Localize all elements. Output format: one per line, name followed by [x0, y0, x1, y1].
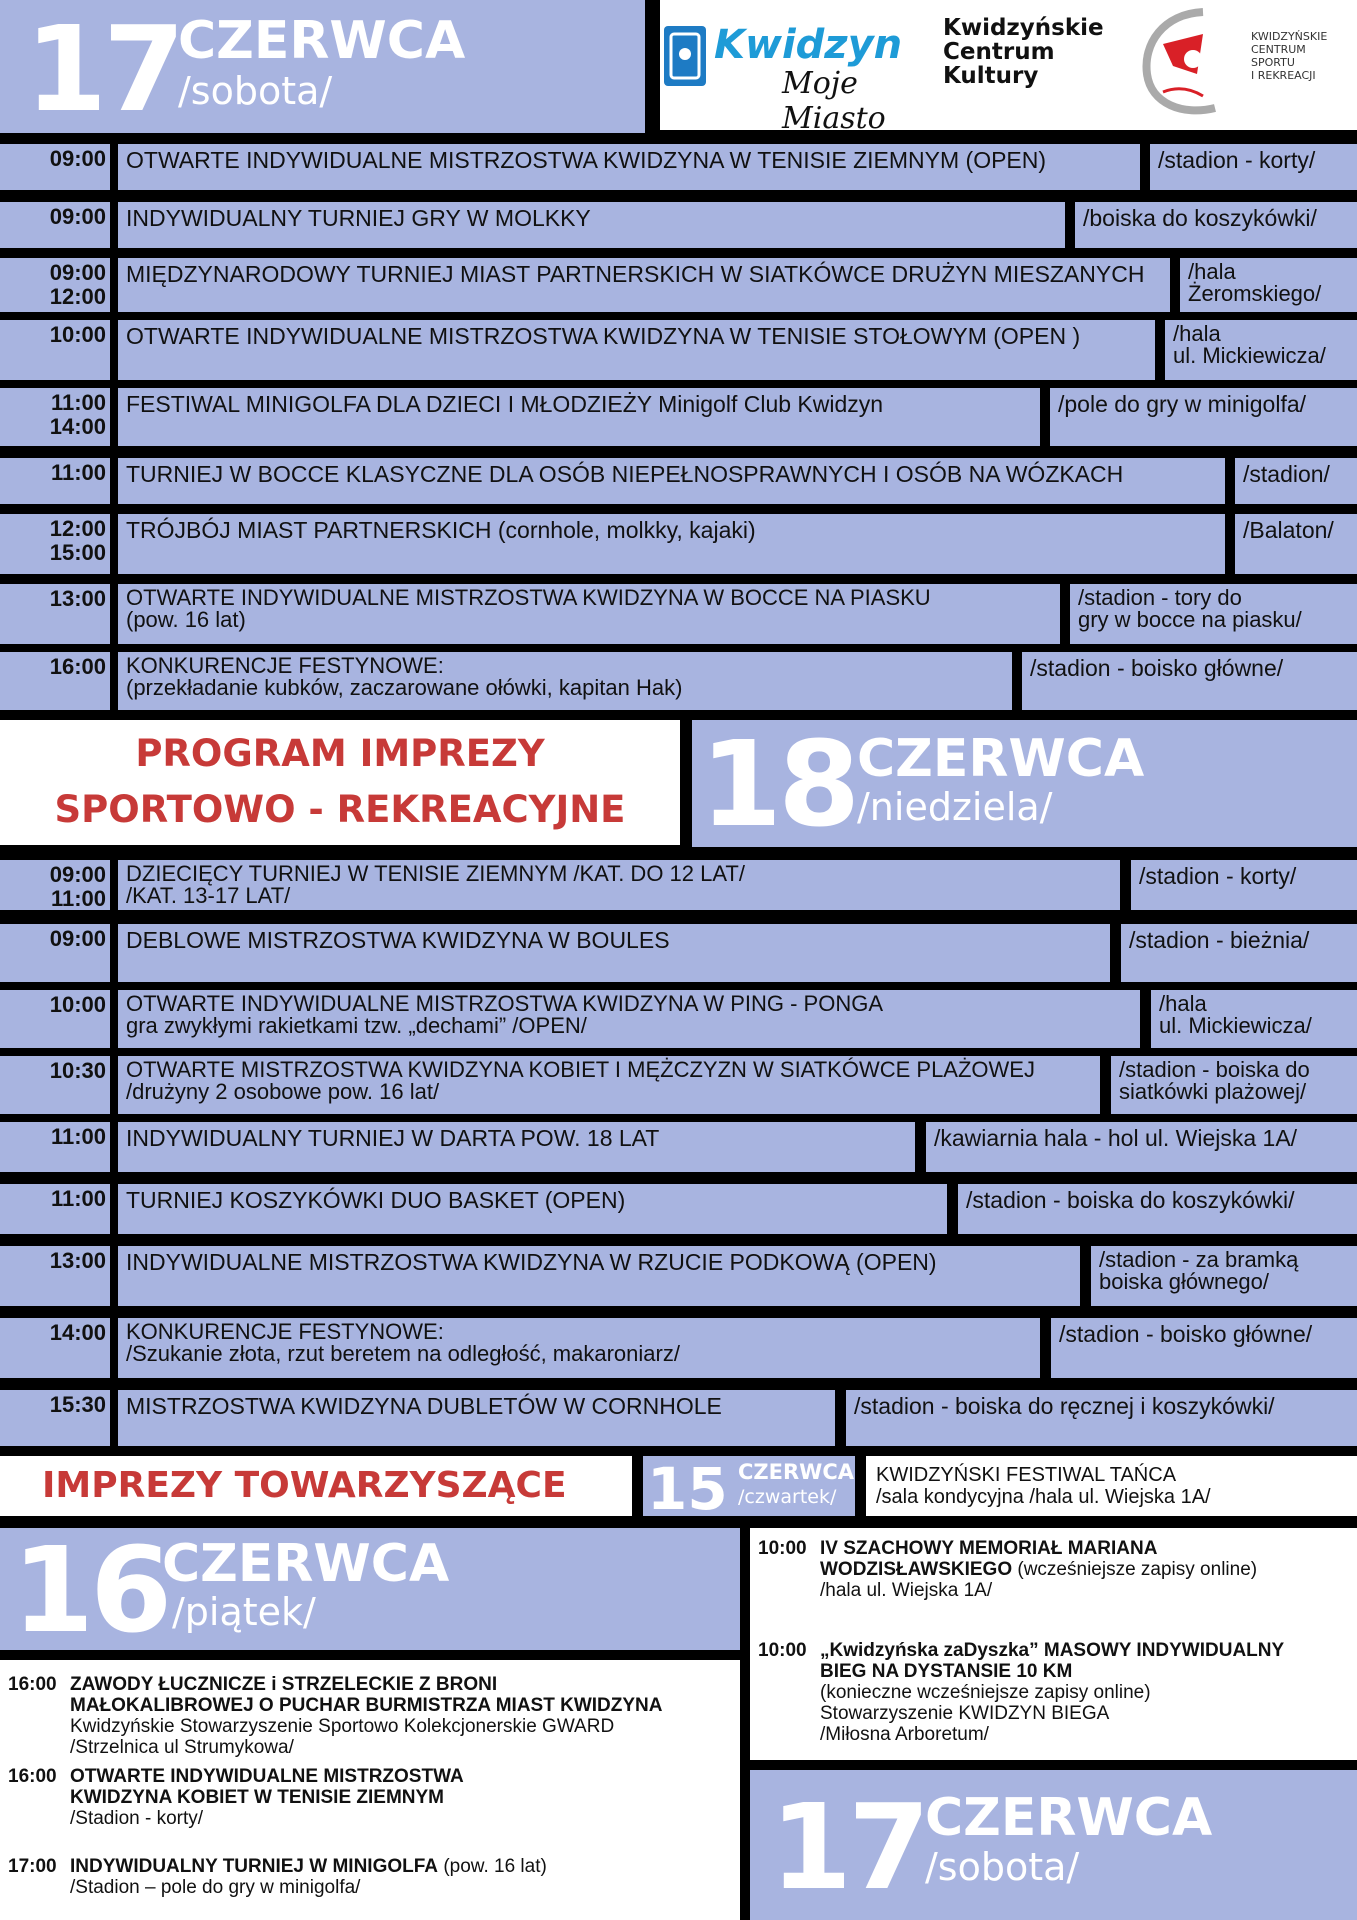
event-name-line: FESTIWAL MINIGOLFA DLA DZIECI I MŁODZIEŻY Minigolf Club Kwidzyn	[126, 391, 884, 417]
time-cell	[0, 1318, 110, 1378]
event-time-line: 11:00	[50, 886, 106, 911]
event-name-line: (przekładanie kubków, zaczarowane ołówki, kapitan Hak)	[126, 675, 683, 700]
event-location-line: /stadion - korty/	[1139, 863, 1297, 889]
saturday-side-events-panel	[750, 1528, 1357, 1760]
event-location-line: /stadion - korty/	[1158, 147, 1316, 173]
time-cell	[0, 202, 110, 248]
kck-line: Kultury	[943, 63, 1039, 89]
side-event-title: „Kwidzyńska zaDyszka” MASOWY INDYWIDUALNY	[820, 1640, 1285, 1661]
day-number: 18	[700, 715, 857, 853]
kwidzyn-crest-icon	[662, 24, 708, 88]
thu15-event-line: KWIDZYŃSKI FESTIWAL TAŃCA	[876, 1464, 1177, 1486]
event-name-line: INDYWIDUALNE MISTRZOSTWA KWIDZYNA W RZUCIE PODKOWĄ (OPEN)	[126, 1249, 937, 1275]
day-of-week: /czwartek/	[738, 1486, 837, 1508]
event-time-line: 09:00	[49, 204, 106, 229]
event-time-line: 09:00	[49, 260, 106, 285]
side-event-title: KWIDZYNA KOBIET W TENISIE ZIEMNYM	[70, 1787, 445, 1808]
kcsir-emblem-icon	[1133, 4, 1243, 122]
event-location-line: /hala	[1188, 259, 1236, 284]
event-location	[1180, 258, 1357, 312]
event-time-line: 10:00	[49, 322, 106, 347]
event-location-line: /Balaton/	[1243, 517, 1334, 543]
time-cell	[0, 1184, 110, 1234]
event-name-line: TURNIEJ KOSZYKÓWKI DUO BASKET (OPEN)	[126, 1187, 626, 1213]
day-of-week: /piątek/	[172, 1590, 316, 1634]
event-name	[118, 1318, 1040, 1378]
event-name	[118, 1390, 835, 1446]
header-day15	[643, 1455, 855, 1523]
event-time-line: 11:00	[50, 1186, 106, 1211]
event-time-line: 10:00	[49, 992, 106, 1017]
time-cell	[0, 860, 110, 910]
thu15-event-line: /sala kondycyjna /hala ul. Wiejska 1A/	[876, 1486, 1211, 1508]
side-event-title: OTWARTE INDYWIDUALNE MISTRZOSTWA	[70, 1766, 464, 1787]
event-time	[50, 1059, 106, 1083]
kcsir-text	[1251, 30, 1327, 82]
time-cell	[0, 1122, 110, 1172]
side-event-title-line	[820, 1640, 1353, 1661]
event-name-line: (pow. 16 lat)	[126, 607, 246, 632]
side-event-time: 10:00	[758, 1538, 807, 1559]
event-time	[50, 323, 106, 347]
header-day17-bottom	[750, 1770, 1357, 1920]
event-time	[51, 1187, 106, 1211]
event-location-line: ul. Mickiewicza/	[1159, 1013, 1312, 1038]
day-of-week: /sobota/	[925, 1845, 1080, 1889]
event-time-line: 09:00	[49, 146, 106, 171]
event-location	[1022, 652, 1357, 710]
event-location	[1111, 1056, 1357, 1114]
event-location	[1075, 202, 1357, 248]
side-event-body	[820, 1538, 1353, 1601]
event-time-line: 12:00	[49, 516, 106, 541]
kck-line: Centrum	[943, 39, 1055, 65]
event-name-line: /Szukanie złota, rzut beretem na odległość, makaroniarz/	[126, 1341, 680, 1366]
event-location	[1091, 1246, 1357, 1306]
side-event-detail: Stowarzyszenie KWIDZYN BIEGA	[820, 1703, 1110, 1724]
side-event-title: MAŁOKALIBROWEJ O PUCHAR BURMISTRZA MIAST KWIDZYNA	[70, 1695, 663, 1716]
event-time-line: 16:00	[49, 654, 106, 679]
event-name-line: TRÓJBÓJ MIAST PARTNERSKICH (cornhole, molkky, kajaki)	[126, 517, 756, 543]
event-name-line: DZIECIĘCY TURNIEJ W TENISIE ZIEMNYM /KAT. DO 12 LAT/	[126, 861, 745, 886]
time-cell	[0, 584, 110, 644]
event-time-line: 13:00	[49, 1248, 106, 1273]
event-time-line: 11:00	[50, 460, 106, 485]
event-time-line: 09:00	[49, 926, 106, 951]
month-name: CZERWCA	[925, 1788, 1213, 1848]
event-time	[50, 261, 106, 309]
event-location-line: /stadion - tory do	[1078, 585, 1242, 610]
event-name	[118, 388, 1040, 446]
side-event-detail: (konieczne wcześniejsze zapisy online)	[820, 1682, 1151, 1703]
program-title-line: SPORTOWO - REKREACYJNE	[54, 788, 626, 831]
event-name	[118, 1122, 915, 1172]
side-event-body	[70, 1856, 733, 1898]
side-event-note: (wcześniejsze zapisy online)	[1012, 1559, 1258, 1580]
time-cell	[0, 652, 110, 710]
event-name-line: OTWARTE MISTRZOSTWA KWIDZYNA KOBIET I MĘŻCZYZN W SIATKÓWCE PLAŻOWEJ	[126, 1057, 1035, 1082]
side-event-detail: /Stadion - korty/	[70, 1808, 204, 1829]
day-number: 17	[770, 1778, 927, 1916]
event-time-line: 15:00	[49, 540, 106, 565]
event-name-line: INDYWIDUALNY TURNIEJ GRY W MOLKKY	[126, 205, 591, 231]
kcsir-line: I REKREACJI	[1251, 69, 1316, 82]
side-event-time: 16:00	[8, 1766, 57, 1787]
event-name	[118, 202, 1065, 248]
side-event-title: WODZISŁAWSKIEGO	[820, 1559, 1013, 1580]
event-location-line: gry w bocce na piasku/	[1078, 607, 1302, 632]
side-events-title: IMPREZY TOWARZYSZĄCE	[0, 1456, 632, 1516]
event-time	[50, 147, 106, 171]
kcsir-line: SPORTU	[1251, 56, 1295, 69]
friday-events-panel	[0, 1660, 740, 1920]
day-of-week: /sobota/	[178, 69, 333, 113]
event-name-line: KONKURENCJE FESTYNOWE:	[126, 653, 444, 678]
event-name-line: DEBLOWE MISTRZOSTWA KWIDZYNA W BOULES	[126, 927, 670, 953]
event-location-line: /hala	[1159, 991, 1207, 1016]
day-of-week: /niedziela/	[857, 785, 1053, 829]
event-location	[926, 1122, 1357, 1172]
event-time	[50, 863, 106, 911]
event-name	[118, 320, 1155, 380]
event-name-line: MISTRZOSTWA KWIDZYNA DUBLETÓW W CORNHOLE	[126, 1393, 722, 1419]
event-location-line: /stadion/	[1243, 461, 1330, 487]
event-time-line: 14:00	[49, 414, 106, 439]
event-time	[50, 205, 106, 229]
side-event-detail: /Stadion – pole do gry w minigolfa/	[70, 1877, 361, 1898]
event-time-line: 15:30	[49, 1392, 106, 1417]
event-location-line: /boiska do koszykówki/	[1083, 205, 1317, 231]
time-cell	[0, 924, 110, 982]
event-name-line: /KAT. 13-17 LAT/	[126, 883, 291, 908]
event-location	[1165, 320, 1357, 380]
event-name-line: OTWARTE INDYWIDUALNE MISTRZOSTWA KWIDZYNA W BOCCE NA PIASKU	[126, 585, 931, 610]
event-location-line: siatkówki plażowej/	[1119, 1079, 1307, 1104]
event-name	[118, 924, 1110, 982]
event-time	[50, 655, 106, 679]
event-time-line: 10:30	[49, 1058, 106, 1083]
event-name-line: OTWARTE INDYWIDUALNE MISTRZOSTWA KWIDZYNA W PING - PONGA	[126, 991, 883, 1016]
header-day16	[0, 1521, 740, 1659]
event-time	[50, 1249, 106, 1273]
side-event-detail: /hala ul. Wiejska 1A/	[820, 1580, 993, 1601]
side-event-title: IV SZACHOWY MEMORIAŁ MARIANA	[820, 1538, 1158, 1559]
month-name: CZERWCA	[857, 729, 1145, 789]
event-time-line: 14:00	[49, 1320, 106, 1345]
side-event-title-line	[70, 1766, 733, 1787]
event-time-line: 13:00	[49, 586, 106, 611]
event-location-line: /stadion - bieżnia/	[1129, 927, 1310, 953]
event-time	[50, 1321, 106, 1345]
event-time-line: 11:00	[50, 1124, 106, 1149]
event-location	[1235, 458, 1357, 504]
side-event-time: 10:00	[758, 1640, 807, 1661]
side-event-title-line	[70, 1856, 733, 1877]
day-number: 15	[647, 1455, 728, 1523]
event-name-line: INDYWIDUALNY TURNIEJ W DARTA POW. 18 LAT	[126, 1125, 660, 1151]
event-time	[51, 461, 106, 485]
event-time	[50, 517, 106, 565]
thu15-event	[866, 1456, 1357, 1516]
month-name: CZERWCA	[178, 11, 466, 71]
header-day17	[0, 0, 645, 138]
event-time	[50, 587, 106, 611]
side-event-title-line	[820, 1559, 1353, 1580]
event-time	[50, 993, 106, 1017]
event-name	[118, 1184, 947, 1234]
event-name-line: TURNIEJ W BOCCE KLASYCZNE DLA OSÓB NIEPEŁNOSPRAWNYCH I OSÓB NA WÓZKACH	[126, 461, 1124, 487]
logos-panel	[660, 0, 1357, 136]
event-name-line: OTWARTE INDYWIDUALNE MISTRZOSTWA KWIDZYNA W TENISIE STOŁOWYM (OPEN )	[126, 323, 1081, 349]
side-event-time: 16:00	[8, 1674, 57, 1695]
event-time	[51, 1125, 106, 1149]
side-event-time: 17:00	[8, 1856, 57, 1877]
kck-line: Kwidzyńskie	[943, 15, 1104, 41]
side-event-title-line	[820, 1661, 1353, 1682]
time-cell	[0, 990, 110, 1048]
kcsir-logo	[1133, 4, 1355, 124]
month-name: CZERWCA	[738, 1460, 854, 1484]
program-title-panel	[0, 720, 680, 845]
event-name-line: /drużyny 2 osobowe pow. 16 lat/	[126, 1079, 440, 1104]
side-event-title-line	[70, 1674, 733, 1695]
event-location	[1235, 514, 1357, 574]
time-cell	[0, 320, 110, 380]
event-location-line: ul. Mickiewicza/	[1173, 343, 1326, 368]
event-location	[1051, 1318, 1357, 1378]
event-location	[1121, 924, 1357, 982]
event-name	[118, 144, 1140, 190]
side-event-title: BIEG NA DYSTANSIE 10 KM	[820, 1661, 1073, 1682]
event-location-line: /stadion - za bramką	[1099, 1247, 1299, 1272]
event-time	[50, 391, 106, 439]
day-number: 16	[12, 1521, 169, 1659]
side-event	[758, 1640, 1353, 1745]
event-location	[958, 1184, 1357, 1234]
side-event-title-line	[820, 1538, 1353, 1559]
event-location-line: Żeromskiego/	[1188, 281, 1322, 306]
kck-logo	[943, 16, 1113, 96]
event-location	[1131, 860, 1357, 910]
side-event-title: INDYWIDUALNY TURNIEJ W MINIGOLFA	[70, 1856, 439, 1877]
time-cell	[0, 258, 110, 312]
side-event	[8, 1766, 733, 1829]
event-time-line: 12:00	[49, 284, 106, 309]
event-location-line: /stadion - boiska do	[1119, 1057, 1310, 1082]
event-name	[118, 652, 1012, 710]
event-location-line: /stadion - boiska do koszykówki/	[966, 1187, 1295, 1213]
time-cell	[0, 458, 110, 504]
side-event-title-line	[70, 1787, 733, 1808]
event-location-line: /stadion - boisko główne/	[1030, 655, 1284, 681]
time-cell	[0, 1056, 110, 1114]
event-name-line: OTWARTE INDYWIDUALNE MISTRZOSTWA KWIDZYNA W TENISIE ZIEMNYM (OPEN)	[126, 147, 1047, 173]
kwidzyn-logo	[662, 20, 903, 136]
header-day18	[692, 715, 1357, 853]
event-time-line: 11:00	[50, 390, 106, 415]
side-event-detail: /Miłosna Arboretum/	[820, 1724, 989, 1745]
event-time-line: 09:00	[49, 862, 106, 887]
event-location-line: /stadion - boiska do ręcznej i koszykówki/	[854, 1393, 1275, 1419]
event-location-line: /hala	[1173, 321, 1221, 346]
side-event-body	[70, 1674, 733, 1758]
side-event	[8, 1856, 733, 1898]
event-location	[1070, 584, 1357, 644]
time-cell	[0, 388, 110, 446]
event-location	[1151, 990, 1357, 1048]
event-name-line: gra zwykłymi rakietkami tzw. „dechami” /OPEN/	[126, 1013, 587, 1038]
kwidzyn-logo-text: Kwidzyn	[714, 22, 903, 68]
event-location	[846, 1390, 1357, 1446]
event-time	[50, 1393, 106, 1417]
event-name	[118, 1246, 1080, 1306]
event-location-line: /kawiarnia hala - hol ul. Wiejska 1A/	[934, 1125, 1298, 1151]
event-time	[50, 927, 106, 951]
event-location-line: /stadion - boisko główne/	[1059, 1321, 1313, 1347]
side-event-title: ZAWODY ŁUCZNICZE i STRZELECKIE Z BRONI	[70, 1674, 498, 1695]
kcsir-line: KWIDZYŃSKIE	[1251, 30, 1328, 43]
event-name	[118, 584, 1060, 644]
event-location	[1050, 388, 1357, 446]
kcsir-line: CENTRUM	[1251, 43, 1306, 56]
side-event-title-line	[70, 1695, 733, 1716]
side-event-detail: /Strzelnica ul Strumykowa/	[70, 1737, 294, 1758]
event-name	[118, 1056, 1100, 1114]
side-event-body	[70, 1766, 733, 1829]
event-location	[1150, 144, 1357, 190]
month-name: CZERWCA	[162, 1534, 450, 1594]
program-title-line: PROGRAM IMPREZY	[135, 732, 545, 775]
side-event-detail: Kwidzyńskie Stowarzyszenie Sportowo Kolekcjonerskie GWARD	[70, 1716, 615, 1737]
time-cell	[0, 144, 110, 190]
event-name	[118, 514, 1225, 574]
side-event	[8, 1674, 733, 1758]
event-location-line: /pole do gry w minigolfa/	[1058, 391, 1307, 417]
kwidzyn-logo-subtext: Moje Miasto	[782, 66, 886, 136]
time-cell	[0, 1390, 110, 1446]
time-cell	[0, 1246, 110, 1306]
event-location-line: boiska głównego/	[1099, 1269, 1270, 1294]
event-name-line: KONKURENCJE FESTYNOWE:	[126, 1319, 444, 1344]
event-name	[118, 860, 1120, 910]
event-name-line: MIĘDZYNARODOWY TURNIEJ MIAST PARTNERSKICH W SIATKÓWCE DRUŻYN MIESZANYCH	[126, 261, 1145, 287]
event-name	[118, 458, 1225, 504]
event-name	[118, 258, 1170, 312]
side-event	[758, 1538, 1353, 1601]
day-number: 17	[25, 0, 182, 138]
side-event-body	[820, 1640, 1353, 1745]
side-event-note: (pow. 16 lat)	[438, 1856, 547, 1877]
event-name	[118, 990, 1140, 1048]
time-cell	[0, 514, 110, 574]
